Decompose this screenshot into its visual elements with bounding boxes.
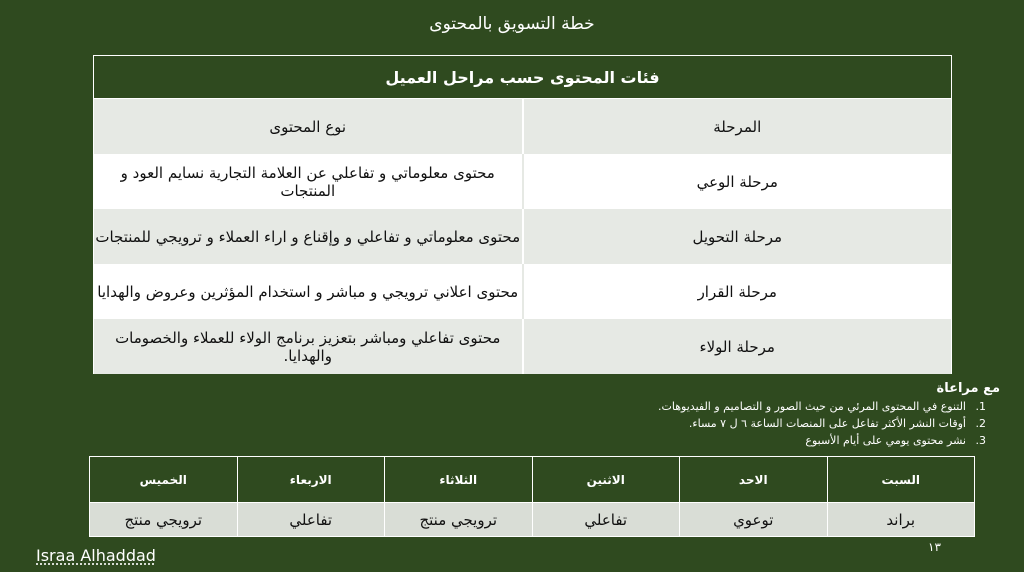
- stage-cell: مرحلة القرار: [523, 264, 952, 319]
- note-item: 2. أوقات النشر الأكثر تفاعل على المنصات الساعة ٦ ل ٧ مساء.: [480, 415, 972, 432]
- note-item: 1. التنوع في المحتوى المرئي من حيث الصور و التصاميم و الفيديوهات.: [480, 398, 972, 415]
- stage-cell: مرحلة التحويل: [523, 209, 952, 264]
- table-row: [94, 264, 952, 319]
- table-row: [94, 319, 952, 374]
- content-cell: محتوى اعلاني ترويجي و مباشر و استخدام المؤثرين وعروض والهدايا: [94, 264, 523, 319]
- day-header: الاربعاء: [237, 457, 385, 503]
- table-title: فئات المحتوى حسب مراحل العميل: [94, 56, 952, 99]
- notes-section: [480, 381, 1000, 449]
- day-header: الاحد: [680, 457, 828, 503]
- day-header: الخميس: [90, 457, 238, 503]
- page-number: ١٣: [928, 540, 941, 554]
- slide-title: خطة التسويق بالمحتوى: [429, 14, 595, 34]
- stage-cell: مرحلة الولاء: [523, 319, 952, 374]
- notes-list: [480, 398, 1000, 449]
- weekly-schedule-table: [89, 456, 975, 537]
- table-header-row: [94, 99, 952, 155]
- notes-heading: مع مراعاة: [936, 381, 1000, 396]
- content-categories-table: [93, 55, 952, 374]
- stage-column-header: المرحلة: [523, 99, 952, 155]
- content-cell: محتوى معلوماتي و تفاعلي و وإقناع و اراء العملاء و ترويجي للمنتجات: [94, 209, 523, 264]
- schedule-cell: توعوي: [680, 503, 828, 537]
- schedule-cell: ترويجي منتج: [385, 503, 533, 537]
- note-item: 3. نشر محتوى يومي على أيام الأسبوع: [480, 432, 972, 449]
- day-header: الاثنين: [532, 457, 680, 503]
- day-header: الثلاثاء: [385, 457, 533, 503]
- schedule-cell: براند: [827, 503, 975, 537]
- stage-cell: مرحلة الوعي: [523, 154, 952, 209]
- content-cell: محتوى تفاعلي ومباشر بتعزيز برنامج الولاء للعملاء والخصومات والهدايا.: [94, 319, 523, 374]
- table-row: [90, 503, 975, 537]
- table-row: [94, 209, 952, 264]
- day-header: السبت: [827, 457, 975, 503]
- schedule-cell: تفاعلي: [237, 503, 385, 537]
- content-cell: محتوى معلوماتي و تفاعلي عن العلامة التجارية نسايم العود و المنتجات: [94, 154, 523, 209]
- content-type-column-header: نوع المحتوى: [94, 99, 523, 155]
- author-name: Israa Alhaddad: [36, 546, 156, 565]
- table-row: [94, 154, 952, 209]
- schedule-cell: تفاعلي: [532, 503, 680, 537]
- schedule-cell: ترويجي منتج: [90, 503, 238, 537]
